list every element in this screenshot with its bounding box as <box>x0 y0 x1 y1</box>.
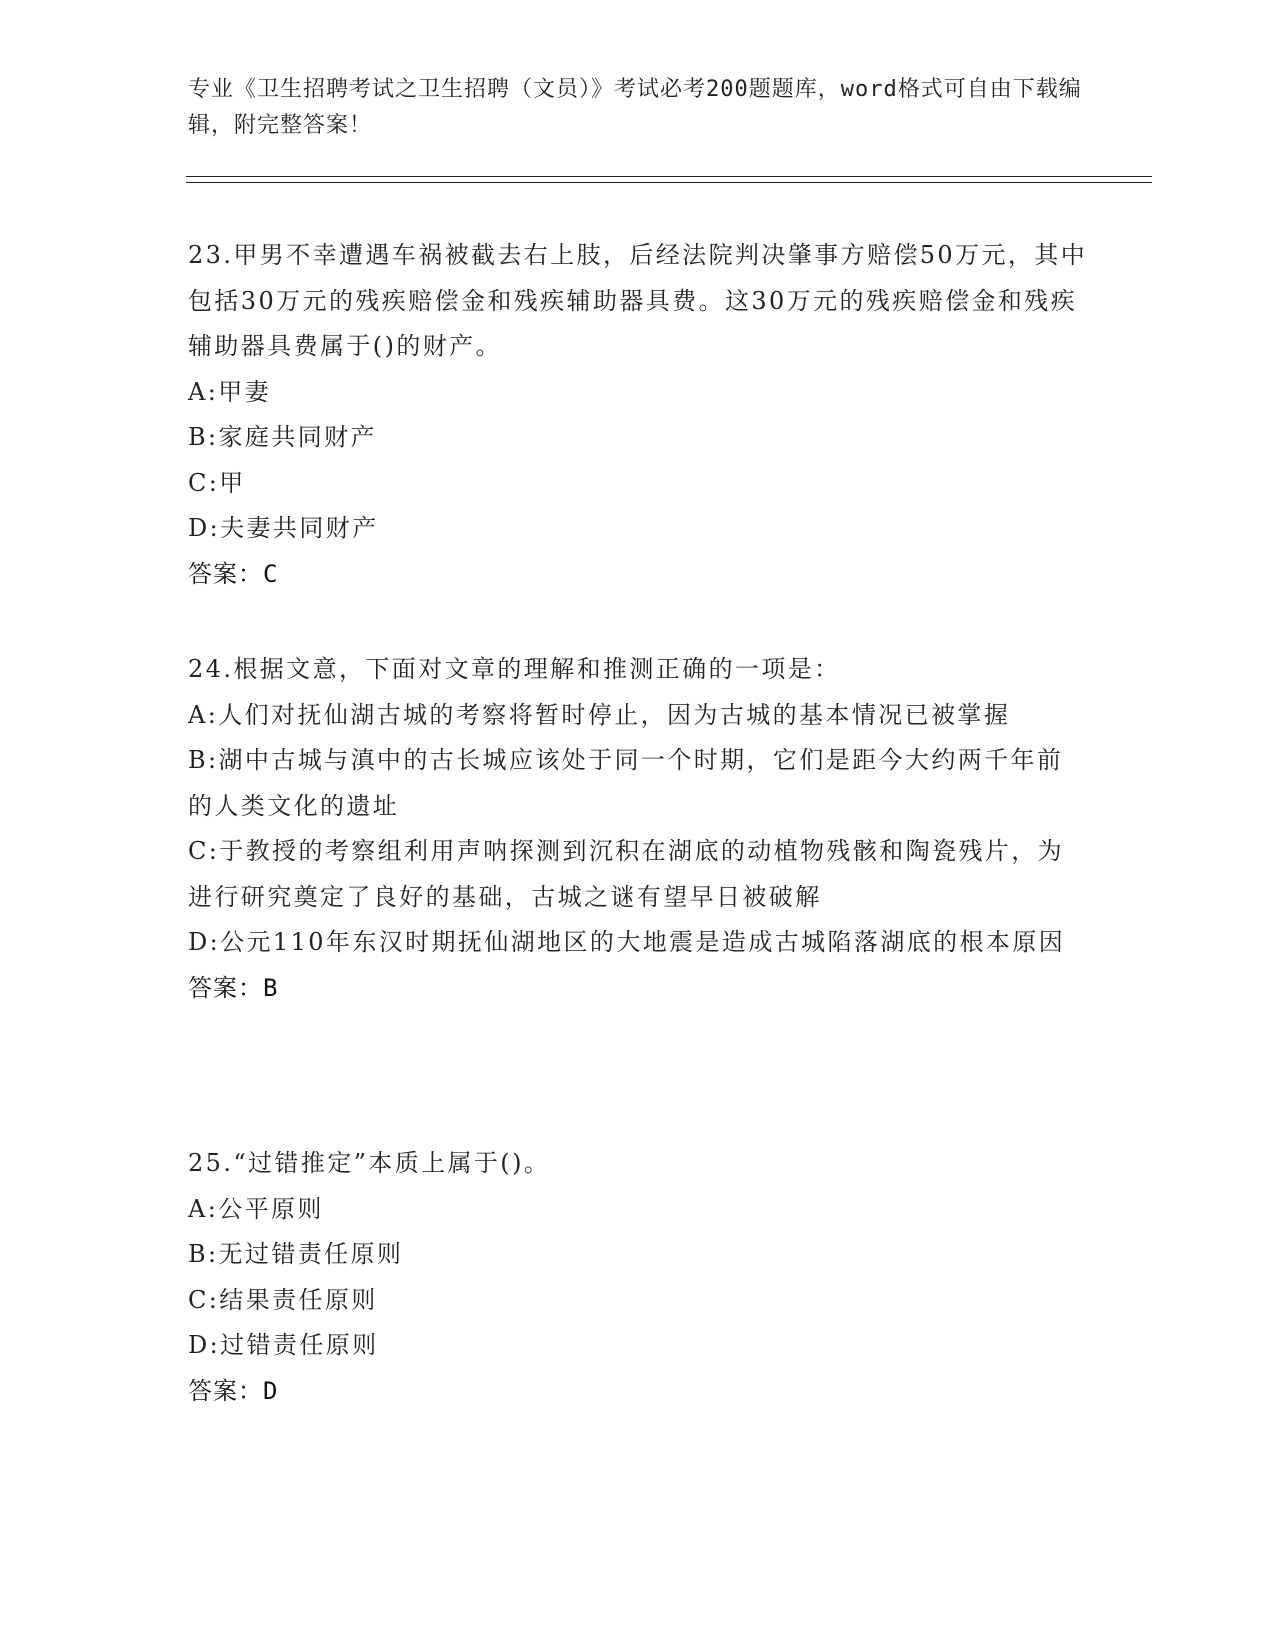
option-c: C:甲 <box>188 468 246 497</box>
answer-label: 答案： <box>188 973 263 1002</box>
answer-label: 答案： <box>188 559 263 588</box>
option-a: A:甲妻 <box>188 377 272 406</box>
option-c: C:结果责任原则 <box>188 1285 378 1314</box>
option-b: B:家庭共同财产 <box>188 423 377 451</box>
option-a: A:人们对抚仙湖古城的考察将暂时停止，因为古城的基本情况已被掌握 <box>188 700 1011 729</box>
question-25 <box>188 1141 1088 1414</box>
question-stem: 25.“过错推定”本质上属于()。 <box>188 1149 551 1177</box>
question-stem: 23.甲男不幸遭遇车祸被截去右上肢，后经法院判决肇事方赔偿50万元，其中包括30万元的残疾赔偿金和残疾辅助器具费。这30万元的残疾赔偿金和残疾辅助器具费属于()的财产。 <box>188 241 1088 360</box>
option-d: D:过错责任原则 <box>188 1331 379 1359</box>
option-b: B:湖中古城与滇中的古长城应该处于同一个时期，它们是距今大约两千年前的人类文化的遗址 <box>188 746 1064 820</box>
answer-line <box>188 1369 1088 1415</box>
answer-line <box>188 552 1088 598</box>
header-divider-bottom <box>186 182 1152 183</box>
option-b: B:无过错责任原则 <box>188 1240 404 1268</box>
question-stem: 24.根据文意，下面对文章的理解和推测正确的一项是： <box>188 655 841 683</box>
option-a: A:公平原则 <box>188 1194 324 1223</box>
option-c: C:于教授的考察组利用声呐探测到沉积在湖底的动植物残骸和陶瓷残片，为进行研究奠定了良好的基础，古城之谜有望早日被破解 <box>188 837 1065 911</box>
answer-label: 答案： <box>188 1376 263 1405</box>
question-23 <box>188 233 1088 597</box>
question-24 <box>188 647 1088 1011</box>
document-header: 专业《卫生招聘考试之卫生招聘（文员）》考试必考200题题库，word格式可自由下载编辑，附完整答案！ <box>188 77 1082 138</box>
header-divider-top <box>186 176 1152 177</box>
answer-value: D <box>263 1376 279 1405</box>
answer-line <box>188 966 1088 1012</box>
option-d: D:公元110年东汉时期抚仙湖地区的大地震是造成古城陷落湖底的根本原因 <box>188 928 1066 956</box>
answer-value: C <box>263 559 279 588</box>
answer-value: B <box>263 973 279 1002</box>
option-d: D:夫妻共同财产 <box>188 514 379 542</box>
